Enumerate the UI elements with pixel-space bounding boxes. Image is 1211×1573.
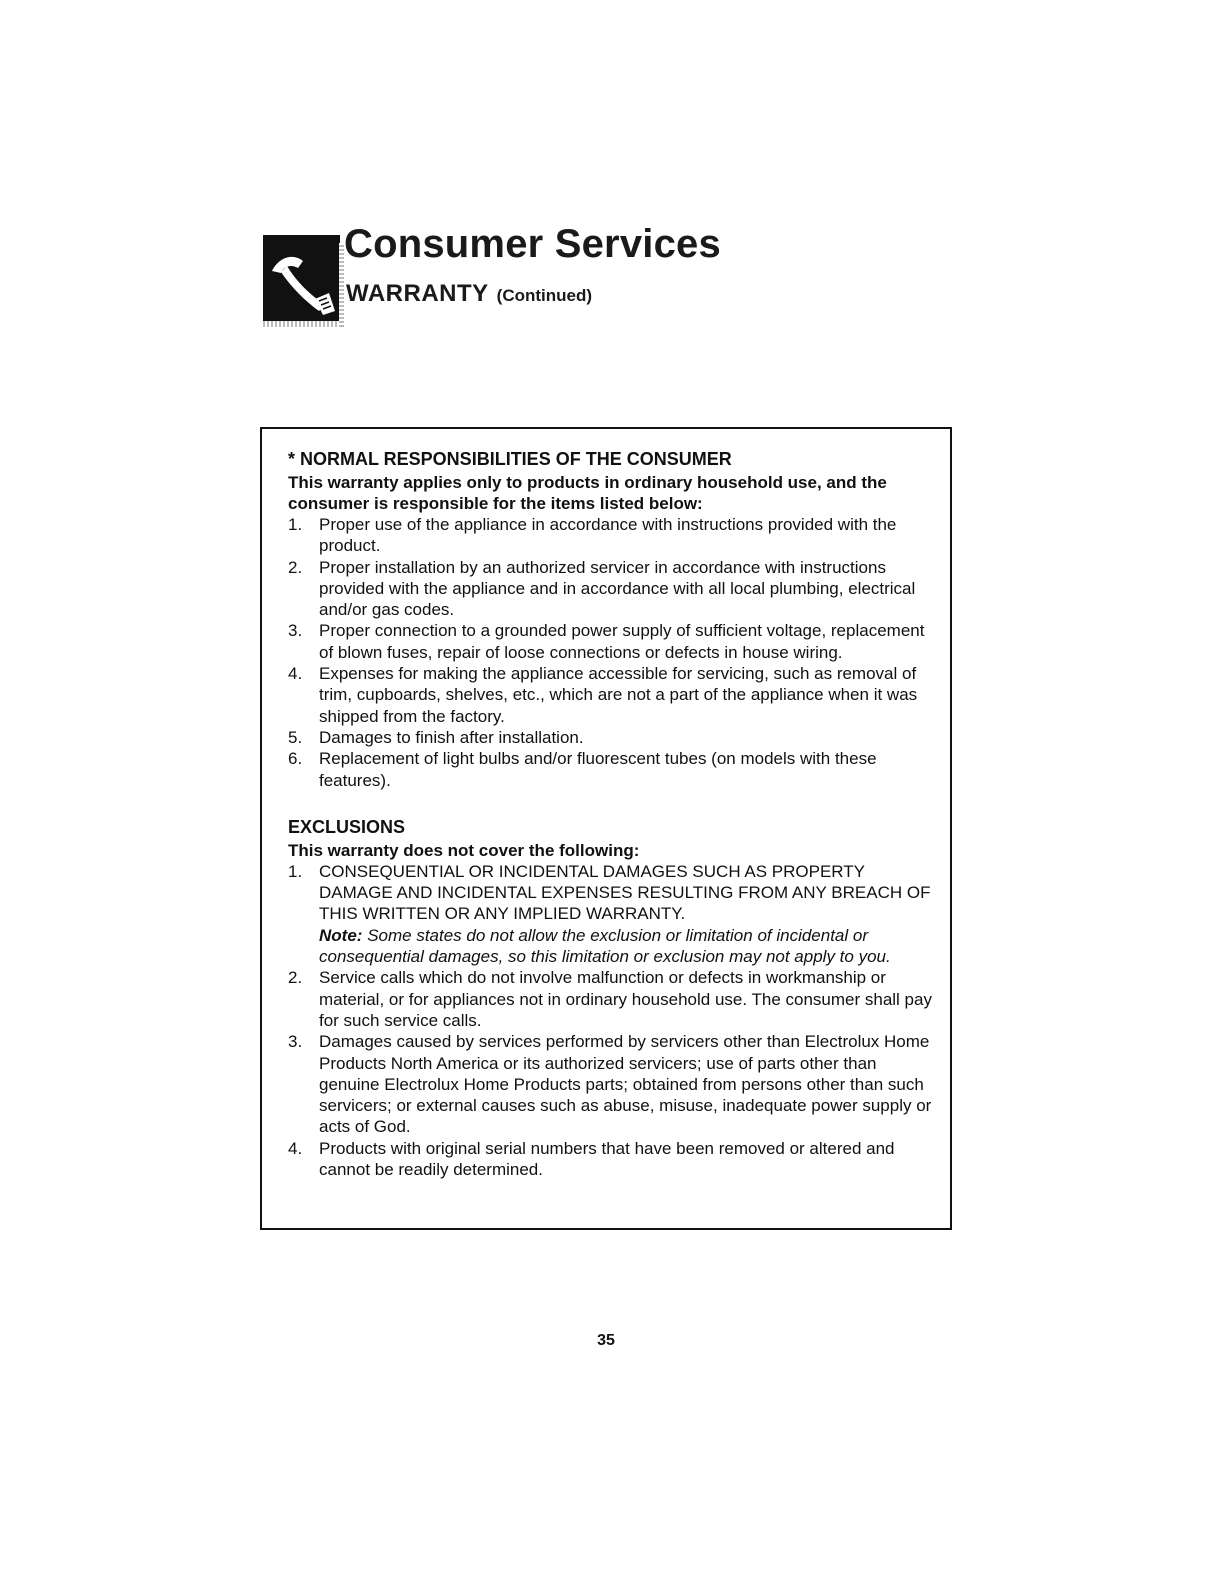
list-item-number: 3. (288, 621, 303, 641)
responsibilities-intro: This warranty applies only to products in ordinary household use, and the consumer is responsible for the items listed below: (288, 473, 887, 513)
list-item-number: 2. (288, 968, 303, 988)
list-item-number: 1. (288, 861, 303, 881)
note-text: Some states do not allow the exclusion or limitation of incidental or consequential damages, so this limitation or exclusion may not apply to you. (319, 925, 891, 967)
list-item (288, 557, 938, 621)
list-item-text: Service calls which do not involve malfunction or defects in workmanship or material, or for appliances not in ordinary household use. The consumer shall pay for such service calls. (319, 968, 932, 1030)
list-item-number: 4. (288, 1138, 303, 1158)
list-item-text: CONSEQUENTIAL OR INCIDENTAL DAMAGES SUCH AS PROPERTY DAMAGE AND INCIDENTAL EXPENSES RESULTING FROM ANY BREACH OF THIS WRITTEN OR ANY IMPLIED WARRANTY. (319, 861, 931, 924)
responsibilities-list (288, 514, 938, 791)
list-item-number: 3. (288, 1032, 303, 1052)
list-item (288, 1138, 938, 1181)
exclusions-list (288, 861, 938, 1180)
list-item (288, 620, 938, 663)
page-subtitle (346, 280, 592, 308)
warranty-box (260, 427, 952, 1230)
responsibilities-heading: * NORMAL RESPONSIBILITIES OF THE CONSUMER (288, 449, 732, 469)
exclusions-intro: This warranty does not cover the following: (288, 840, 640, 860)
icon-shadow-bottom (263, 321, 343, 327)
list-item-text: Proper installation by an authorized servicer in accordance with instructions provided with the appliance and in accordance with all local plumbing, electrical and/or gas codes. (319, 557, 916, 620)
page-number: 35 (597, 1332, 615, 1349)
subtitle-main: WARRANTY (346, 280, 489, 307)
list-item-text: Damages to finish after installation. (319, 727, 584, 747)
list-item (288, 967, 938, 1031)
subtitle-suffix: (Continued) (496, 286, 593, 305)
list-item-text: Expenses for making the appliance accessible for servicing, such as removal of trim, cupboards, shelves, etc., which are not a part of the appliance when it was shipped from the factory. (319, 664, 918, 726)
list-item-text: Proper use of the appliance in accordance with instructions provided with the product. (319, 515, 897, 556)
list-item (288, 514, 938, 557)
warranty-content (288, 447, 938, 1180)
list-item-text: Damages caused by services performed by servicers other than Electrolux Home Products North America or its authorized servicers; use of parts other than genuine Electrolux Home Products parts; obtained from persons other than such servicers; or external causes such as abuse, misuse, inadequate power supply or acts of God. (319, 1032, 932, 1137)
page-header (263, 222, 963, 322)
list-item (288, 748, 938, 791)
list-item-number: 6. (288, 749, 303, 769)
telephone-icon (263, 235, 340, 323)
list-item-number: 5. (288, 727, 303, 747)
list-item-text: Products with original serial numbers that have been removed or altered and cannot be readily determined. (319, 1138, 895, 1180)
list-item (288, 861, 938, 967)
note-label: Note: (319, 925, 363, 945)
list-item-number: 2. (288, 557, 303, 577)
list-item-text: Replacement of light bulbs and/or fluorescent tubes (on models with these features). (319, 749, 877, 790)
list-item-note (319, 925, 938, 968)
list-item-number: 4. (288, 664, 303, 684)
exclusions-heading: EXCLUSIONS (288, 816, 406, 837)
list-item (288, 1031, 938, 1137)
list-item-number: 1. (288, 515, 303, 534)
list-item (288, 663, 938, 727)
page-title: Consumer Services (344, 222, 721, 266)
list-item (288, 727, 938, 748)
section-gap (288, 791, 938, 815)
list-item-text: Proper connection to a grounded power supply of sufficient voltage, replacement of blown fuses, repair of loose connections or defects in house wiring. (319, 621, 925, 662)
